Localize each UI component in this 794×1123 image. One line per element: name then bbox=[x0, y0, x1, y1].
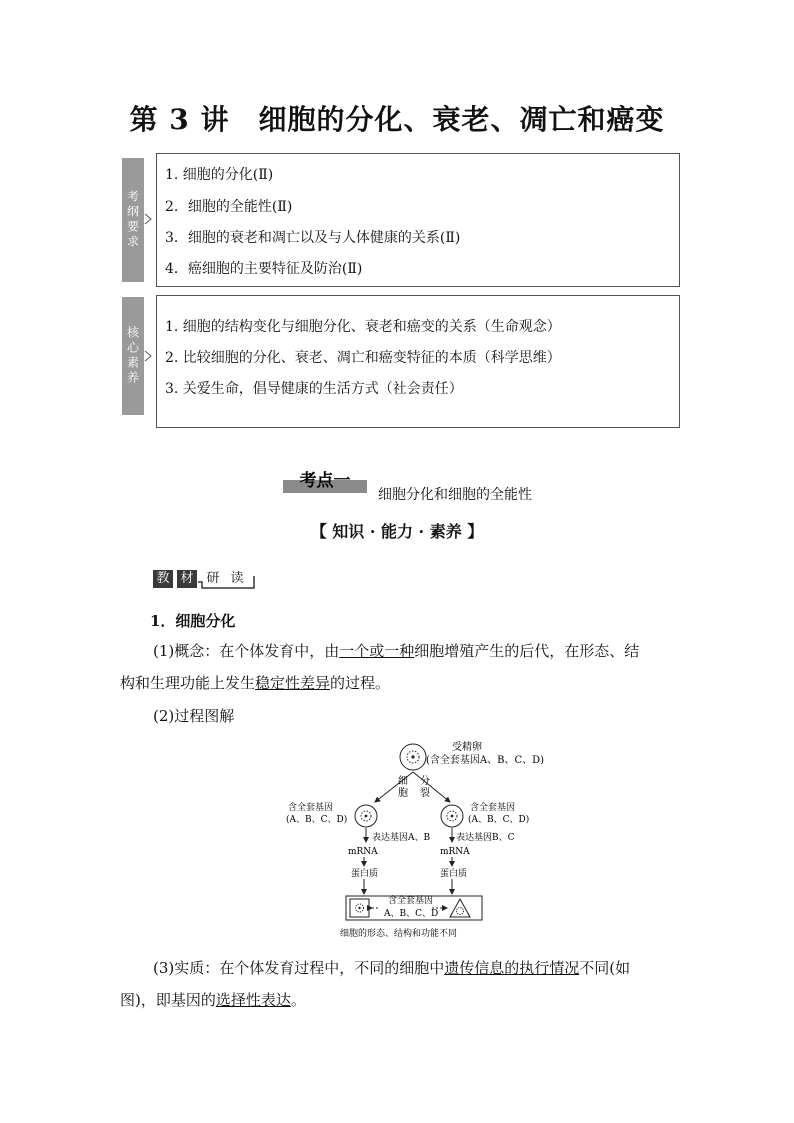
knowledge-header: 【 知识 · 能力 · 素养 】 bbox=[310, 522, 484, 541]
essence-prefix: (3)实质：在个体发育过程中，不同的细胞中 bbox=[153, 959, 445, 977]
syllabus-item: 3．细胞的衰老和凋亡以及与人体健康的关系(Ⅱ) bbox=[165, 230, 461, 246]
syllabus-item: 4．癌细胞的主要特征及防治(Ⅱ) bbox=[165, 261, 363, 277]
essence-line-1 bbox=[153, 957, 630, 978]
kaodian-badge bbox=[283, 469, 367, 493]
concept-underline-1: 一个或一种 bbox=[339, 642, 415, 660]
essence-line2-a: 图)，即基因的 bbox=[120, 991, 216, 1009]
mrna-right: mRNA bbox=[440, 847, 470, 857]
concept-line2-b: 的过程。 bbox=[330, 674, 391, 692]
concept-mid: 细胞增殖产生的后代，在形态、结 bbox=[414, 642, 640, 660]
tag-underline bbox=[196, 568, 260, 592]
division-arrow-right bbox=[413, 772, 450, 802]
syllabus-item: 2．细胞的全能性(Ⅱ) bbox=[165, 199, 293, 215]
literacy-box bbox=[156, 295, 680, 428]
syllabus-item: 1. 细胞的分化(Ⅱ) bbox=[165, 167, 274, 183]
essence-mid: 不同(如 bbox=[579, 959, 631, 977]
zygote-label: 受精卵 bbox=[452, 742, 482, 753]
literacy-item: 2. 比较细胞的分化、衰老、凋亡和癌变特征的本质（科学思维） bbox=[165, 350, 561, 366]
jiaocai-tag-char: 教 bbox=[153, 570, 173, 588]
kaodian-label: 考点一 bbox=[283, 469, 367, 493]
jiaocai-tag-char: 材 bbox=[177, 570, 197, 588]
concept-line-1 bbox=[153, 640, 639, 661]
left-daughter-cell bbox=[355, 805, 377, 827]
protein-left: 蛋白质 bbox=[351, 869, 379, 879]
division-label-left bbox=[398, 775, 408, 799]
syllabus-tab bbox=[122, 158, 144, 282]
right-cell-label: 含全套基因 bbox=[470, 803, 516, 813]
literacy-item: 1. 细胞的结构变化与细胞分化、衰老和癌变的关系（生命观念） bbox=[165, 319, 561, 335]
division-left-char: 胞 bbox=[398, 788, 408, 799]
division-left-char: 细 bbox=[398, 776, 408, 787]
zygote-genes: (含全套基因A、B、C、D) bbox=[426, 755, 545, 766]
express-right: 表达基因B、C bbox=[456, 833, 515, 843]
division-right-char: 裂 bbox=[420, 788, 430, 799]
differentiation-diagram bbox=[280, 736, 560, 948]
process-label: (2)过程图解 bbox=[153, 707, 235, 725]
bottom-label: 含全套基因 bbox=[388, 896, 434, 906]
page-title: 第 3 讲 细胞的分化、衰老、凋亡和癌变 bbox=[129, 103, 665, 136]
syllabus-box bbox=[156, 153, 680, 287]
zygote-cell bbox=[400, 744, 426, 770]
chevron-right-icon bbox=[143, 349, 157, 363]
square-cell bbox=[350, 899, 369, 917]
diagram-caption: 细胞的形态、结构和功能不同 bbox=[340, 929, 458, 939]
right-daughter-cell bbox=[441, 805, 463, 827]
division-label-right bbox=[420, 774, 430, 799]
essence-line2-b: 。 bbox=[290, 991, 306, 1009]
concept-prefix: (1)概念：在个体发育中，由 bbox=[153, 642, 340, 660]
right-cell-genes: (A、B、C、D) bbox=[468, 815, 530, 825]
left-cell-genes: (A、B、C、D) bbox=[286, 815, 348, 825]
chevron-right-icon bbox=[143, 212, 157, 226]
jiaocai-tag-char: 研 bbox=[206, 571, 220, 586]
express-left: 表达基因A、B bbox=[372, 833, 431, 843]
concept-line-2 bbox=[120, 672, 390, 693]
division-right-char: 分 bbox=[420, 776, 430, 787]
jiaocai-tag-char: 读 bbox=[230, 571, 244, 586]
protein-right: 蛋白质 bbox=[440, 869, 468, 879]
essence-underline-2: 选择性表达 bbox=[215, 991, 291, 1009]
concept-line2-a: 构和生理功能上发生 bbox=[120, 674, 256, 692]
concept-underline-2: 稳定性差异 bbox=[255, 674, 331, 692]
syllabus-tab-label: 考纲要求 bbox=[125, 190, 140, 250]
essence-underline-1: 遗传信息的执行情况 bbox=[444, 959, 580, 977]
mrna-left: mRNA bbox=[348, 847, 378, 857]
literacy-tab bbox=[122, 297, 144, 415]
literacy-tab-label: 核心素养 bbox=[125, 326, 140, 386]
kaodian-title: 细胞分化和细胞的全能性 bbox=[378, 487, 532, 503]
left-cell-label: 含全套基因 bbox=[288, 803, 334, 813]
essence-line-2 bbox=[120, 989, 306, 1010]
literacy-item: 3. 关爱生命，倡导健康的生活方式（社会责任） bbox=[165, 381, 463, 397]
bottom-genes: A、B、C、D bbox=[384, 909, 439, 919]
section-heading: 1．细胞分化 bbox=[150, 612, 236, 630]
